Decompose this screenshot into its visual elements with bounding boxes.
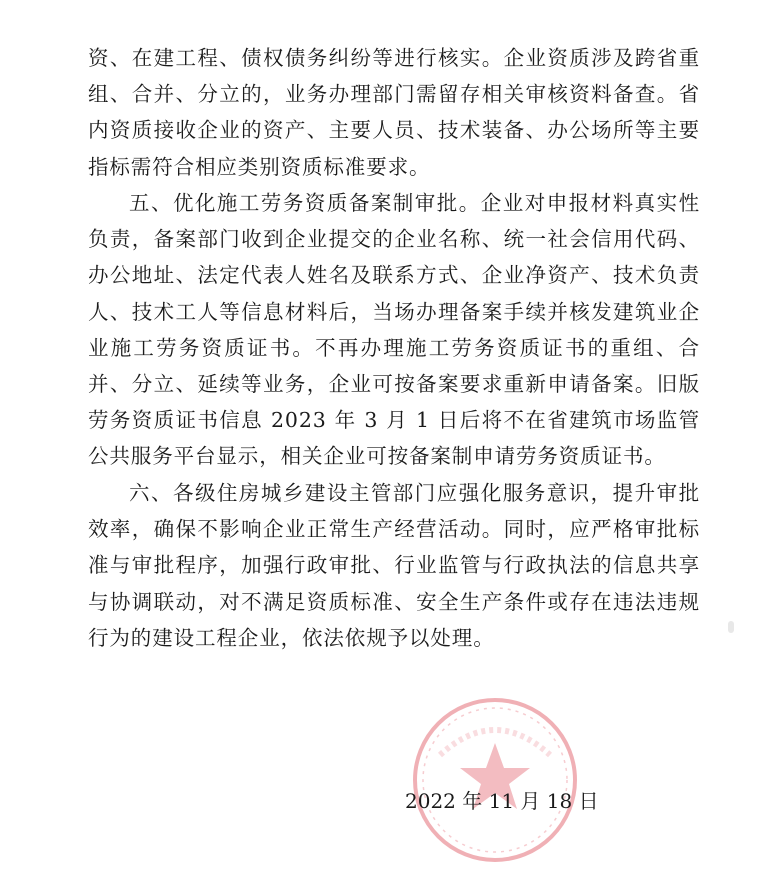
paragraph-continuation: 资、在建工程、债权债务纠纷等进行核实。企业资质涉及跨省重组、合并、分立的，业务办理部门需留存相关审核资料备查。省内资质接收企业的资产、主要人员、技术装备、办公场所等主要指标需符合相应类别资质标准要求。 <box>88 46 700 179</box>
document-date: 2022 年 11 月 18 日 <box>405 789 599 813</box>
paragraph-item-five: 五、优化施工劳务资质备案制审批。企业对申报材料真实性负责，备案部门收到企业提交的企业名称、统一社会信用代码、办公地址、法定代表人姓名及联系方式、企业净资产、技术负责人、技术工人等信息材料后，当场办理备案手续并核发建筑业企业施工劳务资质证书。不再办理施工劳务资质证书的重组、合并、分立、延续等业务，企业可按备案要求重新申请备案。旧版劳务资质证书信息 2023 年 3 月 1 日后将不在省建筑市场监管公共服务平台显示，相关企业可按备案制申请劳务资质证书。 <box>88 191 700 469</box>
scan-speck <box>728 621 734 633</box>
paragraph-item-six: 六、各级住房城乡建设主管部门应强化服务意识，提升审批效率，确保不影响企业正常生产经营活动。同时，应严格审批标准与审批程序，加强行政审批、行业监管与行政执法的信息共享与协调联动，对不满足资质标准、安全生产条件或存在违法违规行为的建设工程企业，依法依规予以处理。 <box>88 481 700 650</box>
official-seal <box>410 695 580 865</box>
